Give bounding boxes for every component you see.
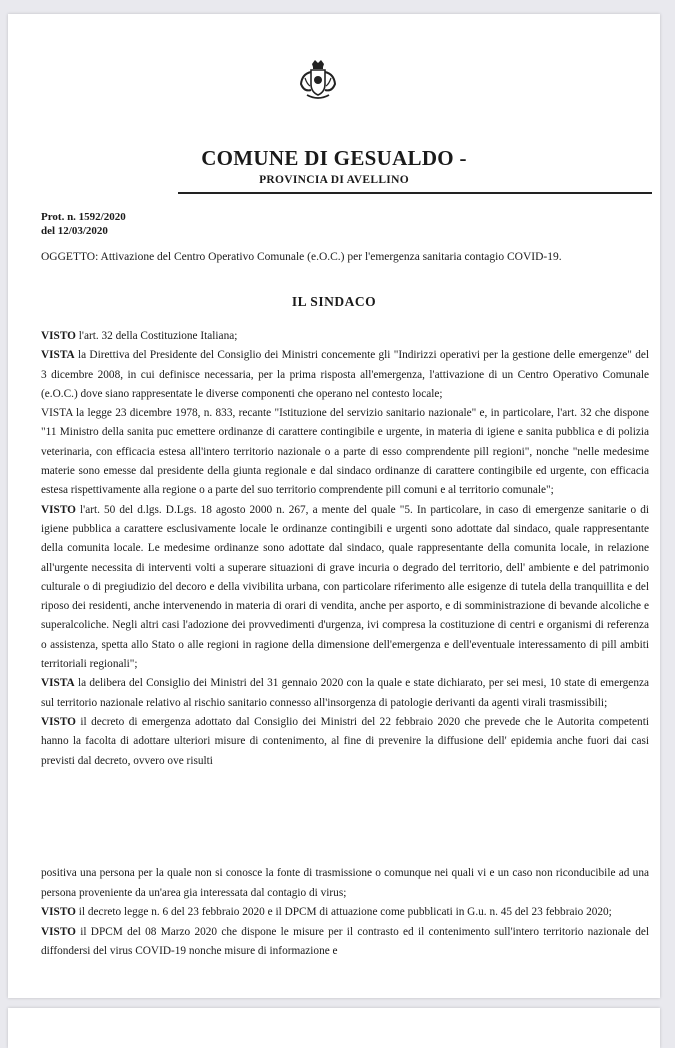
paragraph-text: l'art. 32 della Costituzione Italiana; (75, 330, 238, 342)
paragraph-keyword: VISTO (41, 925, 76, 938)
protocol-date: del 12/03/2020 (41, 225, 108, 237)
paragraph-text: il DPCM del 08 Marzo 2020 che dispone le misure per il contrasto ed il contenimento sull'intero territorio nazionale del diffondersi del virus COVID-19 nonche misure di informazione e (41, 925, 649, 958)
paragraph-keyword: VISTO (41, 906, 76, 919)
paragraph-text: la delibera del Consiglio dei Ministri del 31 gennaio 2020 con la quale e state dichiarato, per sei mesi, 10 state di emergenza sul territorio nazionale relativo al rischio sanitario connesso all'insorgenza di patologie derivanti da agenti virali trasmissibili; (41, 677, 649, 709)
paragraph (41, 903, 649, 923)
document-subtitle: PROVINCIA DI AVELLINO (259, 174, 409, 186)
paragraph (41, 404, 649, 500)
paragraph-keyword: VISTA (41, 677, 75, 690)
document-title: COMUNE DI GESUALDO - (201, 146, 467, 170)
municipal-crest-icon (298, 58, 338, 102)
document-page (8, 14, 660, 998)
protocol-block (41, 210, 126, 238)
paragraph-text: positiva una persona per la quale non si conosce la fonte di trasmissione o comunque nei quali vi e un caso non riconducibile ad una persona proveniente da un'area gia interessata dal contagio di virus; (41, 867, 649, 899)
paragraph-text: l'art. 50 del d.lgs. D.Lgs. 18 agosto 2000 n. 267, a mente del quale "5. In particolare, in caso di emergenze sanitarie o di igiene pubblica a carattere esclusivamente locale le ordinanze contingibili e urgenti sono adottate dal sindaco, quale rappresentante della comunita locale. Le medesime ordinanze sono adottate dal sindaco, quale rappresentante della comunita locale, in relazione all'urgente necessita di interventi volti a superare situazioni di grave incuria o degrado del territorio, dell' ambiente e del patrimonio culturale o di pregiudizio del decoro e della vivibilita urbana, con particolare riferimento alle esigenze di tutela della tranquillita e del riposo dei residenti, anche intervenendo in materia di orari di vendita, anche per asporto, e di somministrazione di bevande alcoliche e superalcoliche. Negli altri casi l'adozione dei provvedimenti d'urgenza, ivi compresa la costituzione di centri e organismi di referenza o assistenza, spetta allo Stato o alle regioni in ragione della dimensione dell'emergenza e dell'eventuale interessamento di pill ambiti territoriali regionali"; (41, 503, 649, 671)
paragraph-text: la Direttiva del Presidente del Consiglio dei Ministri concemente gli "Indirizzi operativi per la gestione delle emergenze" del 3 dicembre 2008, in cui definisce necessaria, per la prima risposta all'emergenza, l'attivazione di un Centro Operativo Comunale (e.O.C.) dove siano rappresentate le diverse componenti che operano nel contesto locale; (41, 349, 649, 400)
paragraph (41, 674, 649, 713)
paragraph (41, 346, 649, 404)
section-heading: IL SINDACO (291, 294, 377, 309)
paragraph (41, 501, 649, 675)
paragraph (41, 327, 649, 346)
paragraph-keyword: VISTO (41, 715, 76, 728)
paragraph (41, 713, 649, 771)
header-divider (178, 192, 652, 194)
paragraph-keyword: VISTA (41, 349, 75, 362)
document-body-continued (41, 864, 649, 962)
paragraph (41, 864, 649, 903)
paragraph-keyword: VISTO (41, 330, 76, 342)
document-body (41, 327, 649, 771)
paragraph (41, 923, 649, 962)
paragraph-text: il decreto di emergenza adottato dal Consiglio dei Ministri del 22 febbraio 2020 che prevede che le Autorita competenti hanno la facolta di adottare ulteriori misure di contenimento, al fine di prevenire la diffusione dell' epidemia anche fuori dai casi previsti dal decreto, ovvero ove risulti (41, 715, 649, 767)
paragraph-keyword: VISTO (41, 503, 76, 516)
protocol-number: Prot. n. 1592/2020 (41, 211, 126, 223)
subject-line: OGGETTO: Attivazione del Centro Operativo Comunale (e.O.C.) per l'emergenza sanitaria contagio COVID-19. (41, 251, 562, 263)
next-page-edge (8, 1008, 660, 1048)
paragraph-text: VISTA la legge 23 dicembre 1978, n. 833, recante "Istituzione del servizio sanitario nazionale" e, in particolare, l'art. 32 che dispone "11 Ministro della sanita puc emettere ordinanze di carattere contingibile e urgente, in materia di igiene e sanita pubblica e di polizia veterinaria, con efficacia estesa all'intero territorio nazionale o a parte di esso comprendente pill regioni", nonche "nelle medesime materie sono emesse dal presidente della giunta regionale e dal sindaco ordinanze di carattere contingibile ed urgente, con efficacia estesa rispettivamente alla regione o a parte del suo territorio comprendente pill comuni e al territorio comunale"; (41, 407, 649, 497)
paragraph-text: il decreto legge n. 6 del 23 febbraio 2020 e il DPCM di attuazione come pubblicati in G.u. n. 45 del 23 febbraio 2020; (75, 906, 612, 919)
